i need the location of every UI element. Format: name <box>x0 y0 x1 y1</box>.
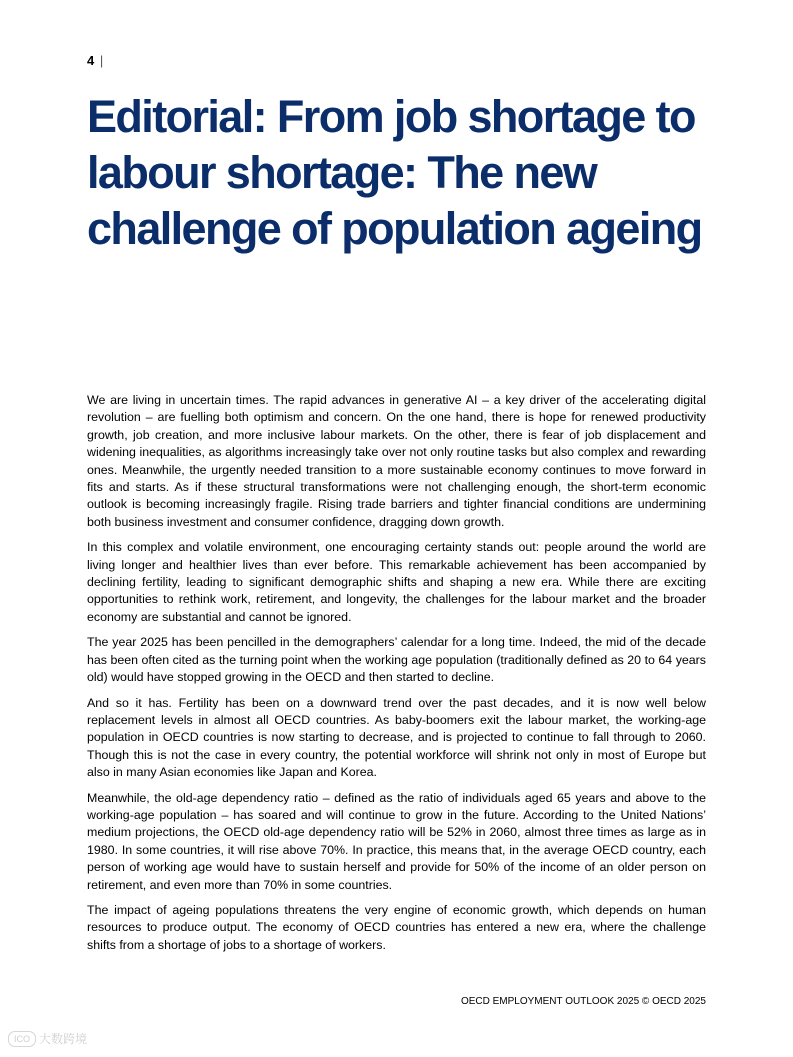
paragraph-5: Meanwhile, the old-age dependency ratio – defined as the ratio of individuals aged 65 years and above to the working-age population – has soared and will continue to grow in the future. According to the United Nations’ medium projections, the OECD old-age dependency ratio will be 52% in 2060, almost three times as large as in 1980. In some countries, it will rise above 70%. In practice, this means that, in the average OECD country, each person of working age would have to sustain herself and provide for 50% of the income of an older person on retirement, and even more than 70% in some countries. <box>87 790 706 892</box>
page-footer: OECD EMPLOYMENT OUTLOOK 2025 © OECD 2025 <box>460 996 706 1007</box>
paragraph-4: And so it has. Fertility has been on a downward trend over the past decades, and it is now well below replacement levels in almost all OECD countries. As baby-boomers exit the labour market, the working-age population in OECD countries is now starting to decrease, and is projected to continue to fall through to 2060. Though this is not the case in every country, the potential workforce will shrink not only in most of Europe but also in many Asian economies like Japan and Korea. <box>87 695 706 780</box>
watermark <box>8 1030 87 1047</box>
watermark-logo-icon: ICO <box>8 1031 36 1047</box>
paragraph-3: The year 2025 has been pencilled in the demographers’ calendar for a long time. Indeed, the mid of the decade has been often cited as the turning point when the working age population (traditionally defined as 20 to 64 years old) would have stopped growing in the OECD and then started to decline. <box>87 635 706 685</box>
paragraph-2: In this complex and volatile environment, one encouraging certainty stands out: people around the world are living longer and healthier lives than ever before. This remarkable achievement has been accompanied by declining fertility, leading to significant demographic shifts and shaping a new era. While there are exciting opportunities to rethink work, retirement, and longevity, the challenges for the labour market and the broader economy are substantial and cannot be ignored. <box>87 540 706 624</box>
watermark-text: 大数跨境 <box>39 1032 88 1046</box>
paragraph-1: We are living in uncertain times. The rapid advances in generative AI – a key driver of the accelerating digital revolution – are fuelling both optimism and concern. On the one hand, there is hope for renewed productivity growth, job creation, and more inclusive labour markets. On the other, there is fear of job displacement and widening inequalities, as algorithms increasingly take over not only routine tasks but also complex and rewarding ones. Meanwhile, the urgently needed transition to a more sustainable economy continues to move forward in fits and starts. As if these structural transformations were not challenging enough, the short-term economic outlook is becoming increasingly fragile. Rising trade barriers and tighter financial conditions are undermining both business investment and consumer confidence, dragging down growth. <box>87 393 706 529</box>
page-number-value: 4 <box>87 53 95 68</box>
page-title: Editorial: From job shortage to labour shortage: The new challenge of population ageing <box>87 91 702 254</box>
article-body <box>87 392 706 962</box>
page-number-separator: | <box>99 53 104 68</box>
page-number <box>87 53 103 68</box>
paragraph-6: The impact of ageing populations threatens the very engine of economic growth, which depends on human resources to produce output. The economy of OECD countries has entered a new era, where the challenge shifts from a shortage of jobs to a shortage of workers. <box>87 902 706 952</box>
